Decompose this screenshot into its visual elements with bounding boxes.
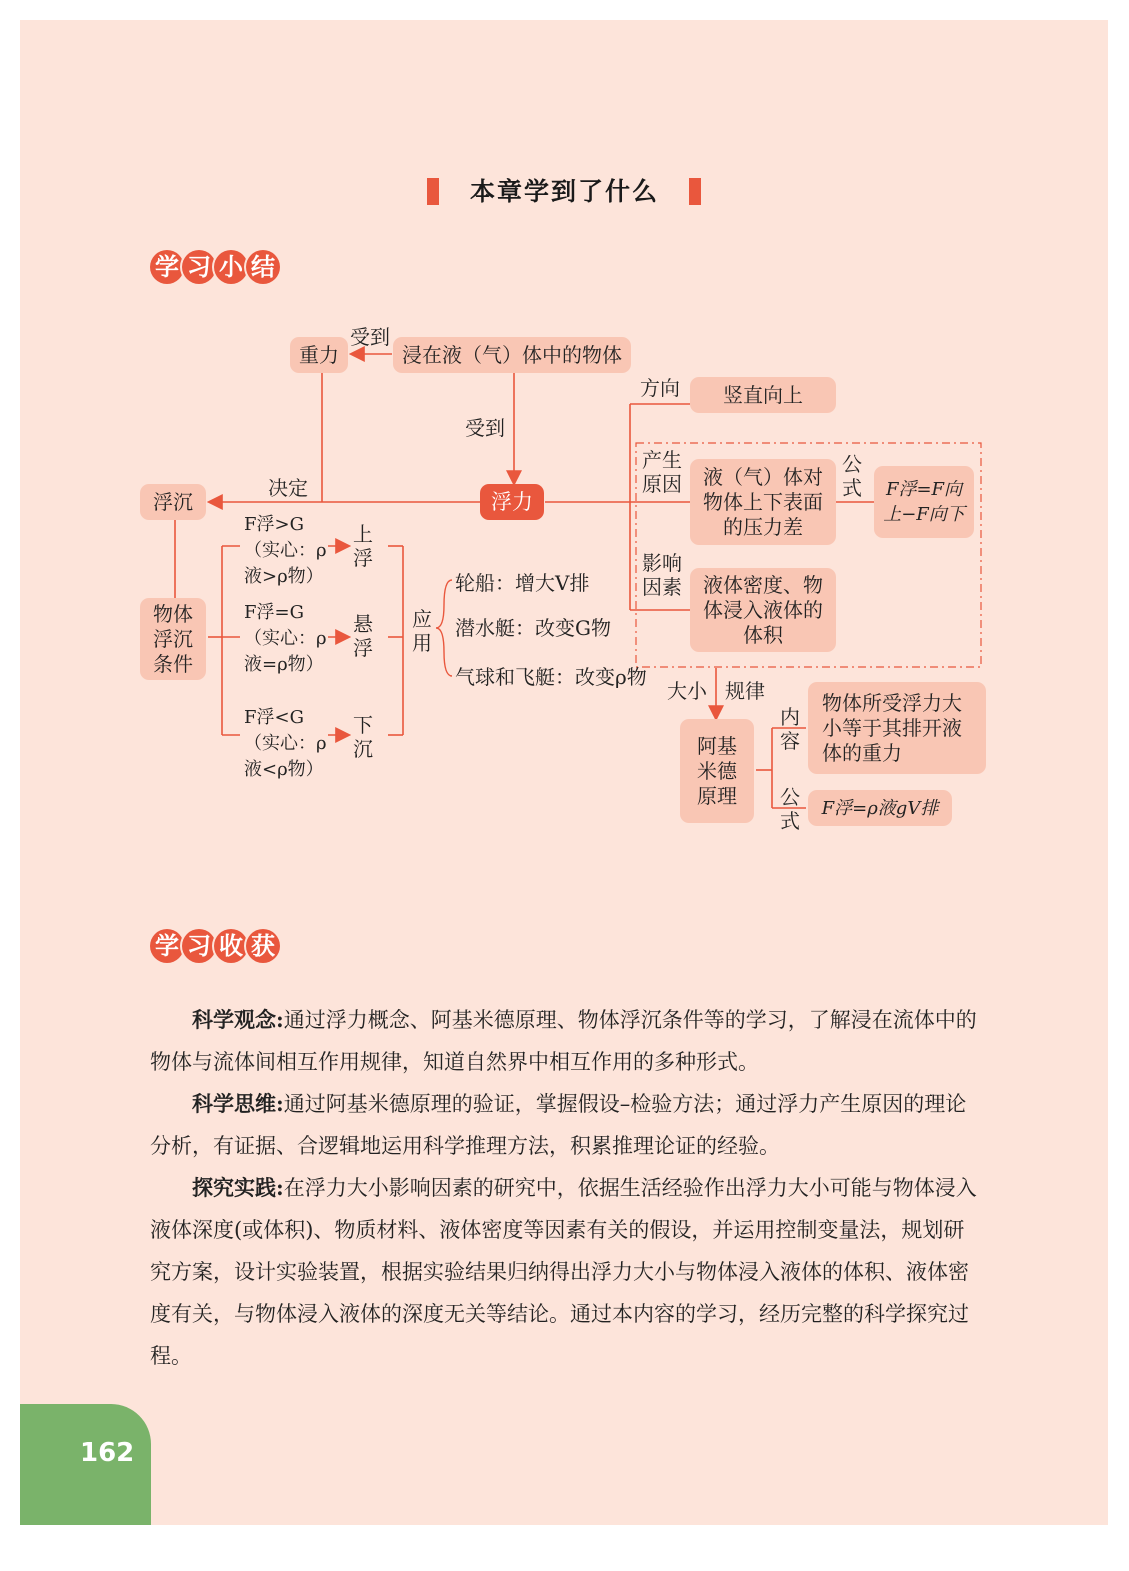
received-label-2: 受到 <box>465 416 505 440</box>
formula2-box: F浮=ρ液gV排 <box>808 790 952 826</box>
decides-label: 决定 <box>268 476 308 500</box>
gain-paragraph-concept: 科学观念:通过浮力概念、阿基米德原理、物体浮沉条件等的学习，了解浸在流体中的物体与流体间相互作用规律，知道自然界中相互作用的多种形式。 <box>150 1007 977 1074</box>
archimedes-box: 阿基米德原理 <box>680 719 754 823</box>
conditions-box: 物体浮沉条件 <box>140 598 206 680</box>
application-balloon: 气球和飞艇：改变ρ物 <box>455 665 647 689</box>
condition-suspend: F浮=G（实心：ρ液=ρ物） <box>244 602 327 675</box>
condition-float: F浮>G（实心：ρ液>ρ物） <box>244 514 327 587</box>
application-ship: 轮船：增大V排 <box>455 571 590 595</box>
cause-box: 液（气）体对物体上下表面的压力差 <box>690 459 836 545</box>
factor-label: 影响因素 <box>642 551 682 599</box>
rise-label: 上浮 <box>353 522 373 570</box>
content-label: 内容 <box>780 705 800 753</box>
gain-paragraph-practice: 探究实践:在浮力大小影响因素的研究中，依据生活经验作出浮力大小可能与物体浸入液体深度(或体积)、物质材料、液体密度等因素有关的假设，并运用控制变量法，规划研究方案，设计实验装置，根据实验结果归纳得出浮力大小与物体浸入液体的体积、液体密度有关，与物体浸入液体的深度无关等结论。通过本内容的学习，经历完整的科学探究过程。 <box>150 1175 977 1368</box>
content-box: 物体所受浮力大小等于其排开液体的重力 <box>808 682 986 774</box>
buoyancy-box: 浮力 <box>480 484 544 520</box>
cause-label: 产生原因 <box>642 448 682 496</box>
summary-heading: 学 习 小 结 <box>150 250 278 286</box>
immersed-object-box: 浸在液（气）体中的物体 <box>393 337 631 373</box>
law-label: 规律 <box>725 679 765 703</box>
suspend-label: 悬浮 <box>353 612 373 660</box>
magnitude-label: 大小 <box>667 679 707 703</box>
page-number: 162 <box>80 1438 135 1468</box>
factor-box: 液体密度、物体浸入液体的体积 <box>690 568 836 652</box>
sink-float-box: 浮沉 <box>140 484 206 520</box>
direction-label: 方向 <box>640 376 680 400</box>
received-label-1: 受到 <box>350 325 390 349</box>
formula-label: 公式 <box>842 452 862 500</box>
formula-box: F浮=F向上−F向下 <box>874 466 974 538</box>
gain-paragraph-thinking: 科学思维:通过阿基米德原理的验证，掌握假设–检验方法；通过浮力产生原因的理论分析，有证据、合逻辑地运用科学推理方法，积累推理论证的经验。 <box>150 1091 967 1158</box>
gains-heading: 学 习 收 获 <box>150 929 278 965</box>
page-title: 本章学到了什么 <box>469 177 659 206</box>
formula2-label: 公式 <box>780 785 800 833</box>
condition-sink: F浮<G（实心：ρ液<ρ物） <box>244 707 327 780</box>
gravity-box: 重力 <box>290 337 348 373</box>
apply-label: 应用 <box>412 607 432 655</box>
application-submarine: 潜水艇：改变G物 <box>455 616 611 640</box>
sink-label: 下沉 <box>353 713 373 761</box>
direction-box: 竖直向上 <box>690 377 836 413</box>
